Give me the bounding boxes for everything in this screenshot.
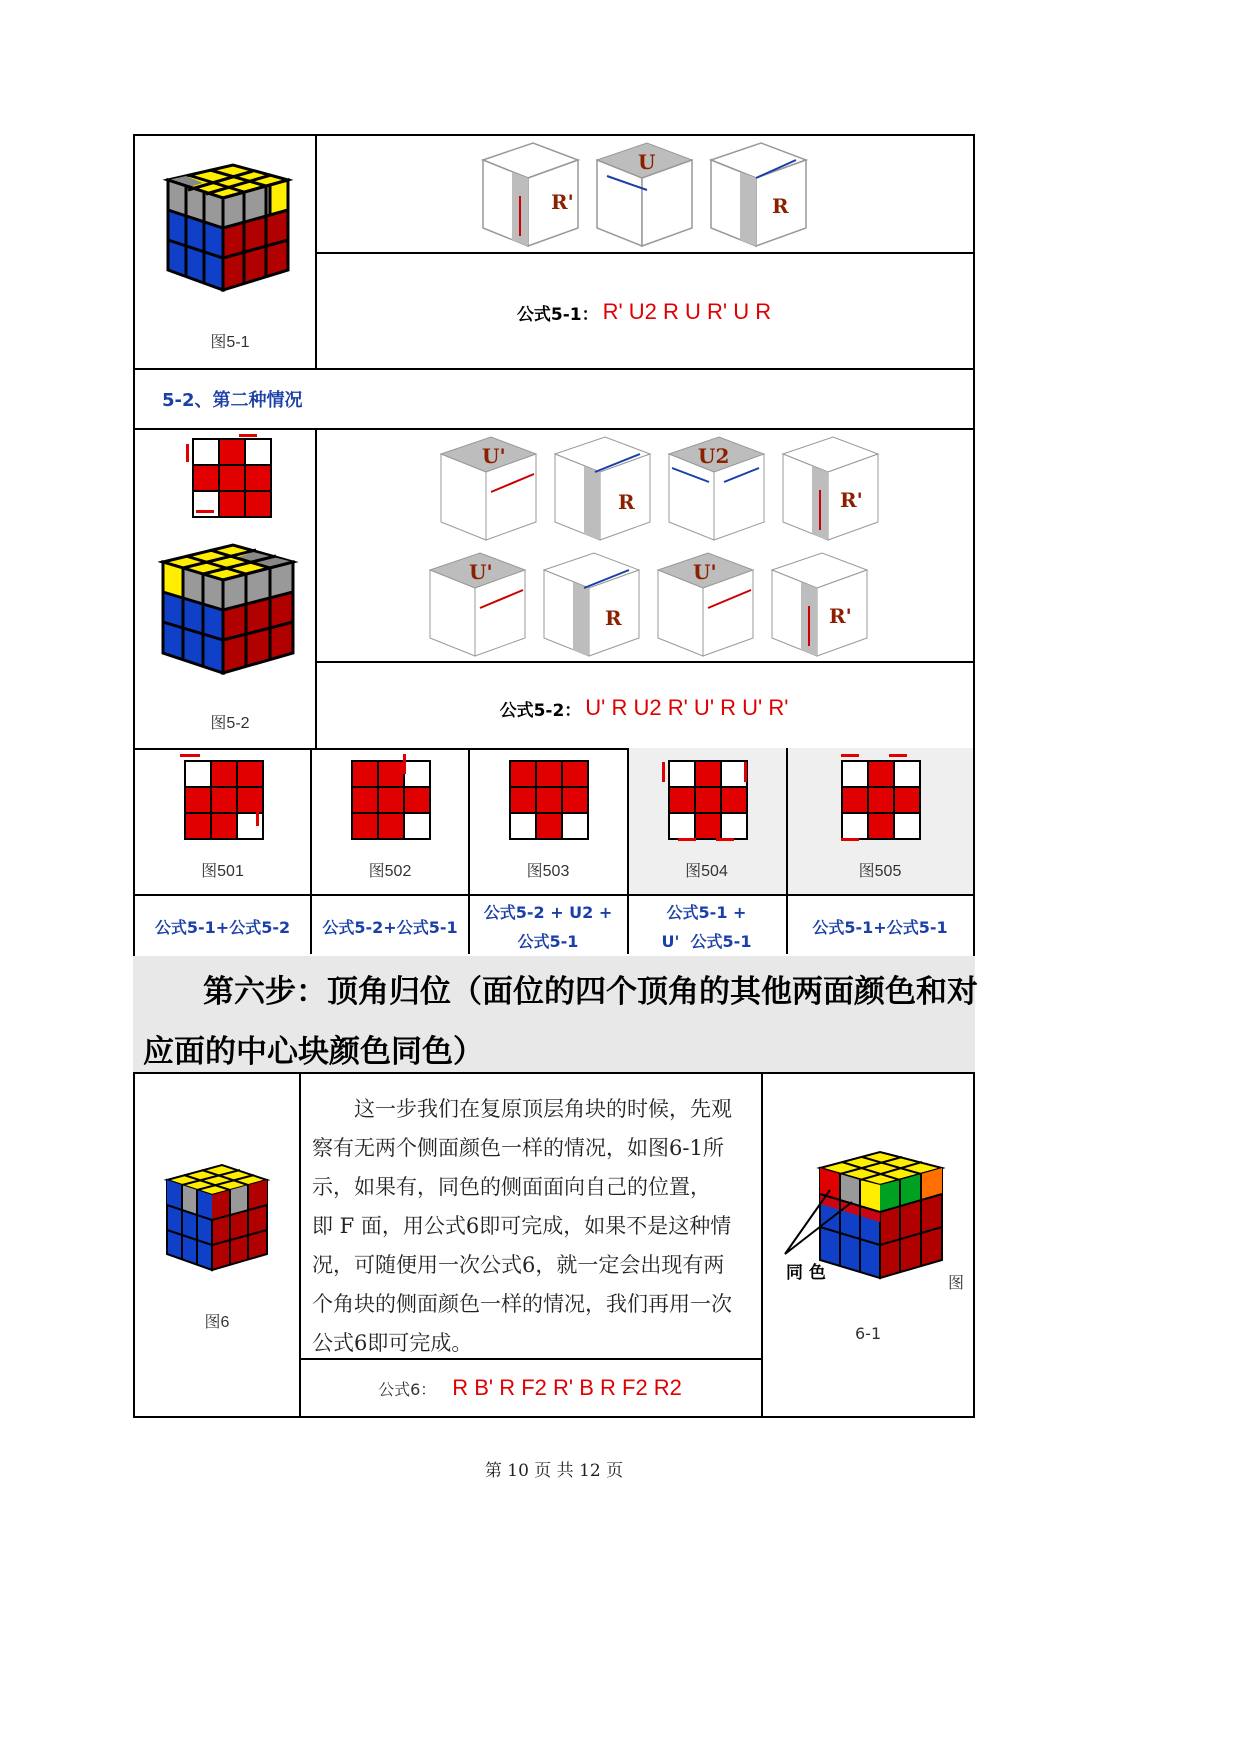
pattern-caption: 图505 [858, 863, 902, 880]
pattern-cell [670, 762, 694, 786]
figure-caption: 图6 [204, 1314, 230, 1331]
move-label: U' [482, 444, 506, 468]
formula-5-1 [316, 290, 972, 334]
pattern-cell [563, 788, 587, 812]
pattern-cell [670, 788, 694, 812]
formula-value: R' U2 R U R' U R [602, 299, 772, 324]
paragraph-line: 察有无两个侧面颜色一样的情况，如图6-1所 [312, 1136, 724, 1160]
cube-figure-6 [162, 1162, 272, 1272]
pattern-grid [509, 760, 589, 840]
edge-mark [196, 510, 214, 513]
edge-mark [841, 838, 859, 841]
cube-figure-5-2 [158, 540, 298, 675]
paragraph-line: 公式6即可完成。 [312, 1331, 473, 1355]
pattern-cell [843, 762, 867, 786]
pattern-grid [668, 760, 748, 840]
pattern-cell [379, 814, 403, 838]
pattern-formula [628, 898, 785, 956]
move-diagrams-5-1 [478, 138, 808, 250]
move-diagram [539, 548, 645, 658]
edge-mark [662, 762, 665, 782]
pattern-grid [841, 760, 921, 840]
edge-mark [256, 806, 259, 826]
pattern-cell [212, 788, 236, 812]
divider [317, 252, 973, 254]
move-label: R [772, 194, 789, 218]
edge-mark [186, 444, 189, 462]
move-label: R [618, 490, 635, 514]
pattern-cell [843, 788, 867, 812]
page-footer: 第 10 页 共 12 页 [484, 1461, 624, 1481]
pattern-caption: 图503 [526, 863, 570, 880]
formula-value: R B' R F2 R' B R F2 R2 [452, 1375, 682, 1400]
pattern-cell [670, 814, 694, 838]
edge-mark [889, 754, 907, 757]
paragraph-line: 即 F 面，用公式6即可完成，如果不是这种情 [312, 1214, 732, 1238]
step6-heading-line2: 应面的中心块颜色同色） [143, 1034, 484, 1070]
figure-caption: 图5-2 [210, 715, 250, 732]
pattern-cell [405, 762, 429, 786]
formula-line: 公式5-1+公式5-2 [154, 917, 291, 937]
move-label: R' [829, 604, 852, 628]
pattern-grid [351, 760, 431, 840]
pattern-cell [212, 762, 236, 786]
step6-heading-line1: 第六步：顶角归位（面位的四个顶角的其他两面颜色和对 [203, 974, 978, 1010]
move-label: U' [469, 560, 493, 584]
pattern-formula [470, 898, 626, 956]
formula-label: 公式5-2： [499, 700, 582, 721]
pattern-formula [787, 898, 973, 956]
formula-line: 公式5-2+公式5-1 [322, 917, 458, 937]
pattern-cell [212, 814, 236, 838]
pattern-cell [895, 762, 919, 786]
move-label: U2 [698, 444, 730, 468]
edge-mark [239, 434, 257, 437]
pattern-cell [722, 788, 746, 812]
move-diagram [706, 138, 811, 248]
divider [135, 894, 973, 896]
edge-mark [841, 754, 859, 757]
pattern-formula [312, 898, 468, 956]
pattern-cell [869, 762, 893, 786]
pattern-cell [186, 788, 210, 812]
formula-line: U' 公式5-1 [661, 932, 752, 951]
pattern-cell [379, 762, 403, 786]
move-label: R [605, 606, 622, 630]
pattern-cell [511, 762, 535, 786]
formula-line: 公式5-1 + [666, 903, 747, 922]
move-diagram [767, 548, 873, 658]
pattern-formula [135, 898, 310, 956]
pattern-caption: 图501 [201, 863, 244, 880]
formula-label: 公式6： [378, 1379, 437, 1399]
pattern-cell [537, 814, 561, 838]
formula-6 [300, 1360, 760, 1416]
paragraph-line: 况，可随便用一次公式6，就一定会出现有两 [312, 1253, 725, 1277]
move-label: U' [693, 560, 717, 584]
pattern-cell [186, 762, 210, 786]
move-label: R' [551, 190, 574, 214]
formula-5-2 [316, 686, 972, 730]
pattern-cell [869, 814, 893, 838]
figure-caption: 6-1 [855, 1324, 882, 1343]
pattern-cell [722, 762, 746, 786]
pattern-cell [238, 762, 262, 786]
pattern-cell [563, 762, 587, 786]
pattern-cell [353, 762, 377, 786]
same-color-label: 同 色 [786, 1263, 826, 1283]
move-label: R' [840, 488, 863, 512]
move-diagram [550, 432, 656, 542]
formula-value: U' R U2 R' U' R U' R' [585, 695, 789, 720]
pattern-caption: 图502 [368, 863, 412, 880]
formula-label: 公式5-1： [516, 304, 599, 325]
pattern-cell [696, 762, 720, 786]
pattern-cell [895, 814, 919, 838]
step6-paragraph [312, 1090, 762, 1363]
edge-mark [180, 754, 200, 757]
figure-caption: 图5-1 [210, 334, 250, 351]
edge-mark [678, 838, 696, 841]
move-diagrams-5-2-row2 [425, 548, 870, 660]
pattern-cell [405, 788, 429, 812]
pattern-cell [722, 814, 746, 838]
edge-mark [744, 762, 747, 782]
pattern-cell [353, 814, 377, 838]
edge-mark [403, 754, 406, 774]
pattern-cell [537, 788, 561, 812]
pattern-cell [186, 814, 210, 838]
pattern-cell [511, 788, 535, 812]
pattern-grid [184, 760, 264, 840]
pattern-cell [843, 814, 867, 838]
pattern-cell [379, 788, 403, 812]
pattern-cell [405, 814, 429, 838]
pattern-cell [696, 814, 720, 838]
pattern-grid [192, 438, 272, 518]
figure-caption: 图 [948, 1273, 965, 1292]
paragraph-line: 个角块的侧面颜色一样的情况，我们再用一次 [312, 1292, 732, 1316]
pattern-cell [353, 788, 377, 812]
pattern-cell [511, 814, 535, 838]
formula-line: 公式5-2 + U2 + [483, 903, 613, 922]
formula-line: 公式5-1 [517, 932, 579, 951]
paragraph-line: 这一步我们在复原顶层角块的时候，先观 [354, 1097, 732, 1121]
pattern-cell [869, 788, 893, 812]
edge-mark [716, 838, 734, 841]
move-label: U [638, 150, 656, 174]
pattern-cell [537, 762, 561, 786]
section-title-5-2: 5-2、第二种情况 [162, 390, 303, 411]
cube-figure-5-1 [158, 160, 293, 292]
move-diagram [778, 432, 884, 542]
paragraph-line: 示，如果有，同色的侧面面向自己的位置， [312, 1175, 711, 1199]
pattern-cell [895, 788, 919, 812]
pattern-cell [563, 814, 587, 838]
formula-line: 公式5-1+公式5-1 [812, 917, 948, 937]
pattern-caption: 图504 [685, 863, 728, 880]
pattern-cell [696, 788, 720, 812]
